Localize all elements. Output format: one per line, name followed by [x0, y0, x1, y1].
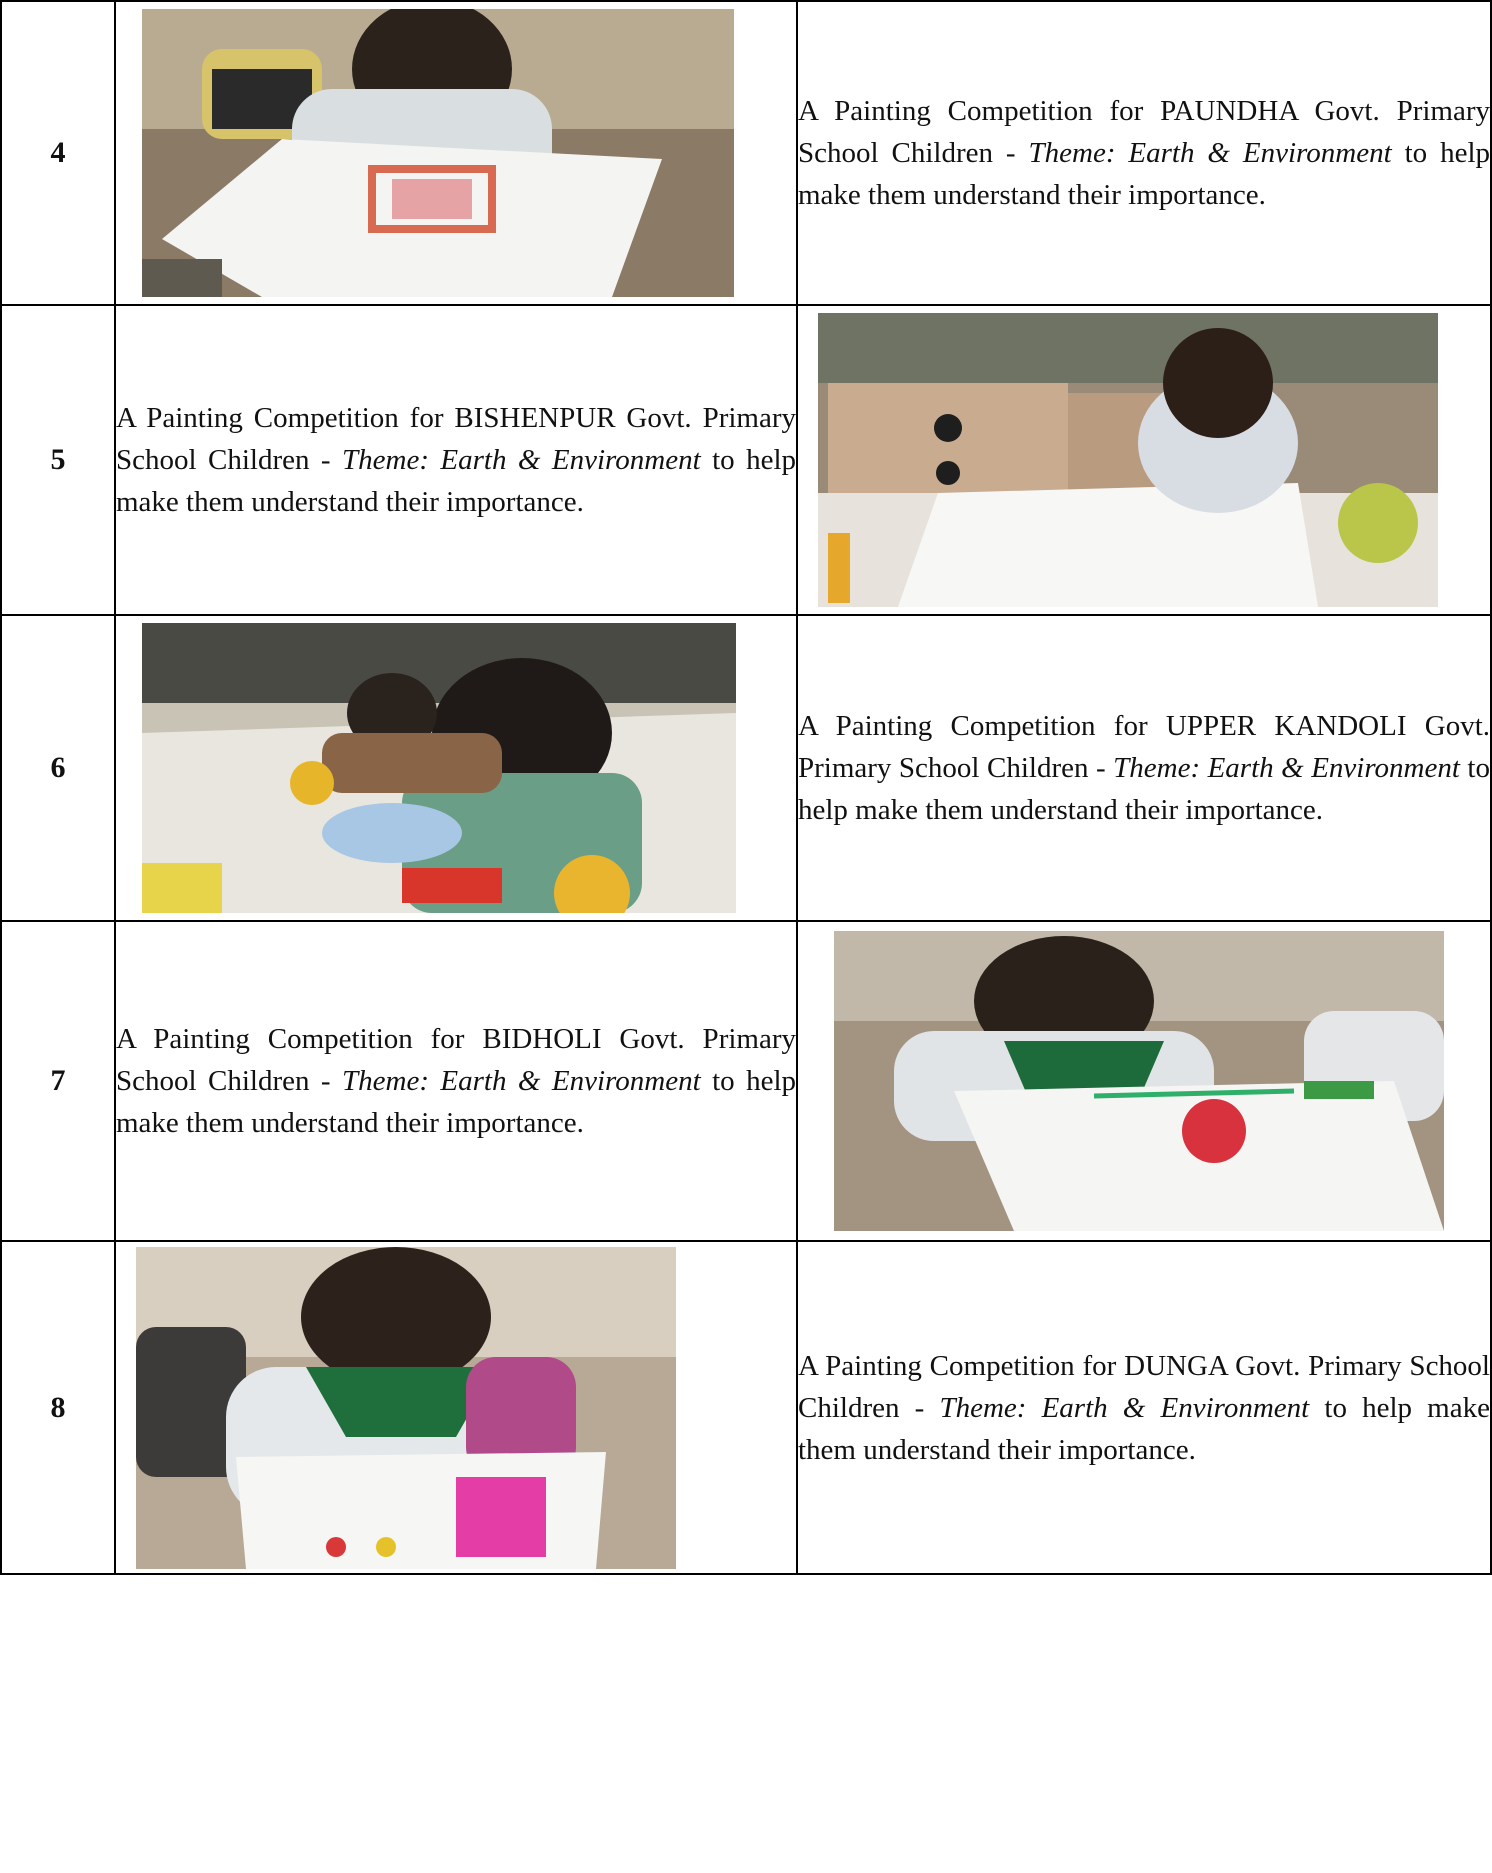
photo-child-painting-house	[136, 1247, 676, 1569]
description-text: A Painting Competition for DUNGA Govt. Primary School Children -	[798, 1349, 1490, 1424]
description-cell	[797, 1, 1491, 305]
photo-child-drawing-flower	[834, 931, 1444, 1231]
photo-children-painting	[142, 623, 736, 913]
photo-cell	[115, 1, 797, 305]
description-text: A Painting Competition for UPPER KANDOLI Govt. Primary School Children -	[798, 710, 1490, 784]
photo-cell	[115, 1241, 797, 1574]
description-cell	[115, 921, 797, 1241]
table-row	[1, 1241, 1491, 1574]
table-row	[1, 1, 1491, 305]
theme-text: Theme: Earth & Environment	[342, 1065, 701, 1097]
photo-cell	[797, 921, 1491, 1241]
description-text-end: to help make them understand their importance.	[798, 752, 1490, 826]
theme-text: Theme: Earth & Environment	[939, 1391, 1310, 1424]
photo-child-painting	[142, 9, 734, 297]
row-number: 4	[1, 1, 115, 305]
description-text-end: to help make them understand their importance.	[116, 1065, 796, 1139]
description-cell	[797, 1241, 1491, 1574]
table-row	[1, 305, 1491, 615]
row-number: 5	[1, 305, 115, 615]
row-number: 8	[1, 1241, 115, 1574]
theme-text: Theme: Earth & Environment	[1113, 752, 1460, 784]
description-cell	[797, 615, 1491, 921]
row-number: 6	[1, 615, 115, 921]
table-row	[1, 615, 1491, 921]
description-text-end: to help make them understand their importance.	[116, 444, 796, 518]
photo-child-drawing	[818, 313, 1438, 607]
row-number: 7	[1, 921, 115, 1241]
description-text-end: to help make them understand their importance.	[798, 137, 1490, 211]
table-row	[1, 921, 1491, 1241]
theme-text: Theme: Earth & Environment	[342, 444, 701, 476]
photo-cell	[115, 615, 797, 921]
description-text: A Painting Competition for PAUNDHA Govt. Primary School Children -	[798, 95, 1490, 169]
description-text: A Painting Competition for BISHENPUR Govt. Primary School Children -	[116, 402, 796, 476]
description-text-end: to help make them understand their importance.	[798, 1391, 1490, 1466]
description-cell	[115, 305, 797, 615]
description-text: A Painting Competition for BIDHOLI Govt. Primary School Children -	[116, 1023, 796, 1097]
photo-cell	[797, 305, 1491, 615]
theme-text: Theme: Earth & Environment	[1028, 137, 1392, 169]
